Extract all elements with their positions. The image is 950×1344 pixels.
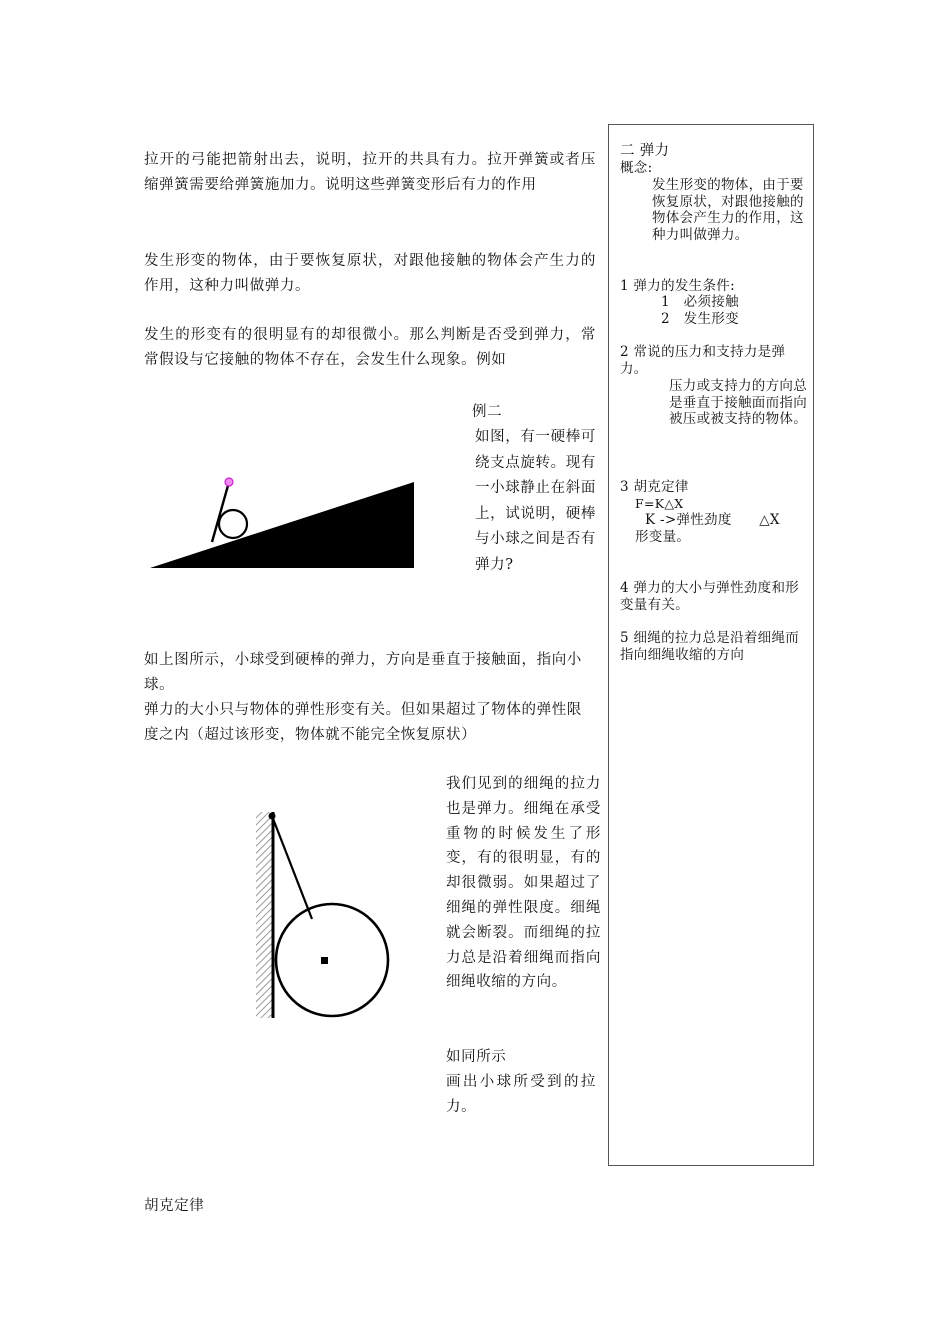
- rope-anchor: [269, 813, 276, 820]
- rope-task: 画出小球所受到的拉力。: [446, 1074, 596, 1115]
- wall-hatching: [256, 812, 273, 1018]
- hooke-formula: F=K△X: [635, 496, 684, 511]
- rope-tension-text: 我们见到的细绳的拉力也是弹力。细绳在承受重物的时候发生了形变，有的很明显，有的却很微弱。如果超过了细绳的弹性限度。细绳就会断裂。而细绳的拉力总是沿着细绳而指向细绳收缩的方向。: [446, 776, 601, 991]
- concept-text: 发生形变的物体，由于要恢复原状，对跟他接触的物体会产生力的作用，这种力叫做弹力。: [652, 177, 804, 243]
- rope-figure-caption: 如同所示: [446, 1049, 507, 1065]
- example-text: 如图，有一硬棒可绕支点旋转。现有一小球静止在斜面上，试说明，硬棒与小球之间是否有弹力?: [475, 429, 596, 573]
- hooke-x-definition: 形变量。: [635, 529, 691, 545]
- condition-title: 1 弹力的发生条件:: [620, 278, 735, 294]
- condition-contact: 1 必须接触: [661, 294, 739, 310]
- hooke-k-definition: K ->弹性劲度 △X: [645, 512, 780, 528]
- rope-direction-note: 5 细绳的拉力总是沿着细绳而指向细绳收缩的方向: [620, 630, 800, 663]
- pressure-support-text: 压力或支持力的方向总是垂直于接触面而指向被压或被支持的物体。: [669, 378, 807, 427]
- magnitude-note: 4 弹力的大小与弹性劲度和形变量有关。: [620, 580, 800, 613]
- sidebar-title: 二 弹力: [620, 143, 670, 159]
- incline-rod-ball-figure: [146, 472, 418, 574]
- rod-force-explanation: 如上图所示，小球受到硬棒的弹力，方向是垂直于接触面，指向小球。: [144, 652, 582, 693]
- incline-plane: [150, 482, 414, 568]
- ball-center: [321, 957, 328, 964]
- footer-heading: 胡克定律: [144, 1198, 205, 1214]
- hooke-title: 3 胡克定律: [620, 479, 689, 495]
- judgement-paragraph: 发生的形变有的很明显有的却很微小。那么判断是否受到弹力，常常假设与它接触的物体不存在，会发生什么现象。例如: [144, 327, 596, 368]
- pressure-support-title: 2 常说的压力和支持力是弹力。: [620, 344, 786, 377]
- hanging-ball-figure: [248, 804, 396, 1018]
- concept-label: 概念:: [620, 160, 653, 176]
- hanging-ball: [276, 904, 388, 1016]
- rope: [272, 816, 312, 919]
- condition-deform: 2 发生形变: [661, 311, 739, 327]
- definition-paragraph: 发生形变的物体，由于要恢复原状，对跟他接触的物体会产生力的作用，这种力叫做弹力。: [144, 253, 596, 294]
- elastic-limit-paragraph: 弹力的大小只与物体的弹性形变有关。但如果超过了物体的弹性限度之内（超过该形变，物体就不能完全恢复原状）: [144, 702, 582, 743]
- pivot-point: [225, 478, 233, 486]
- intro-paragraph: 拉开的弓能把箭射出去，说明，拉开的共具有力。拉开弹簧或者压缩弹簧需要给弹簧施加力。说明这些弹簧变形后有力的作用: [144, 152, 596, 193]
- summary-sidebar: [608, 124, 814, 1166]
- ball: [219, 510, 247, 538]
- example-title: 例二: [472, 404, 503, 420]
